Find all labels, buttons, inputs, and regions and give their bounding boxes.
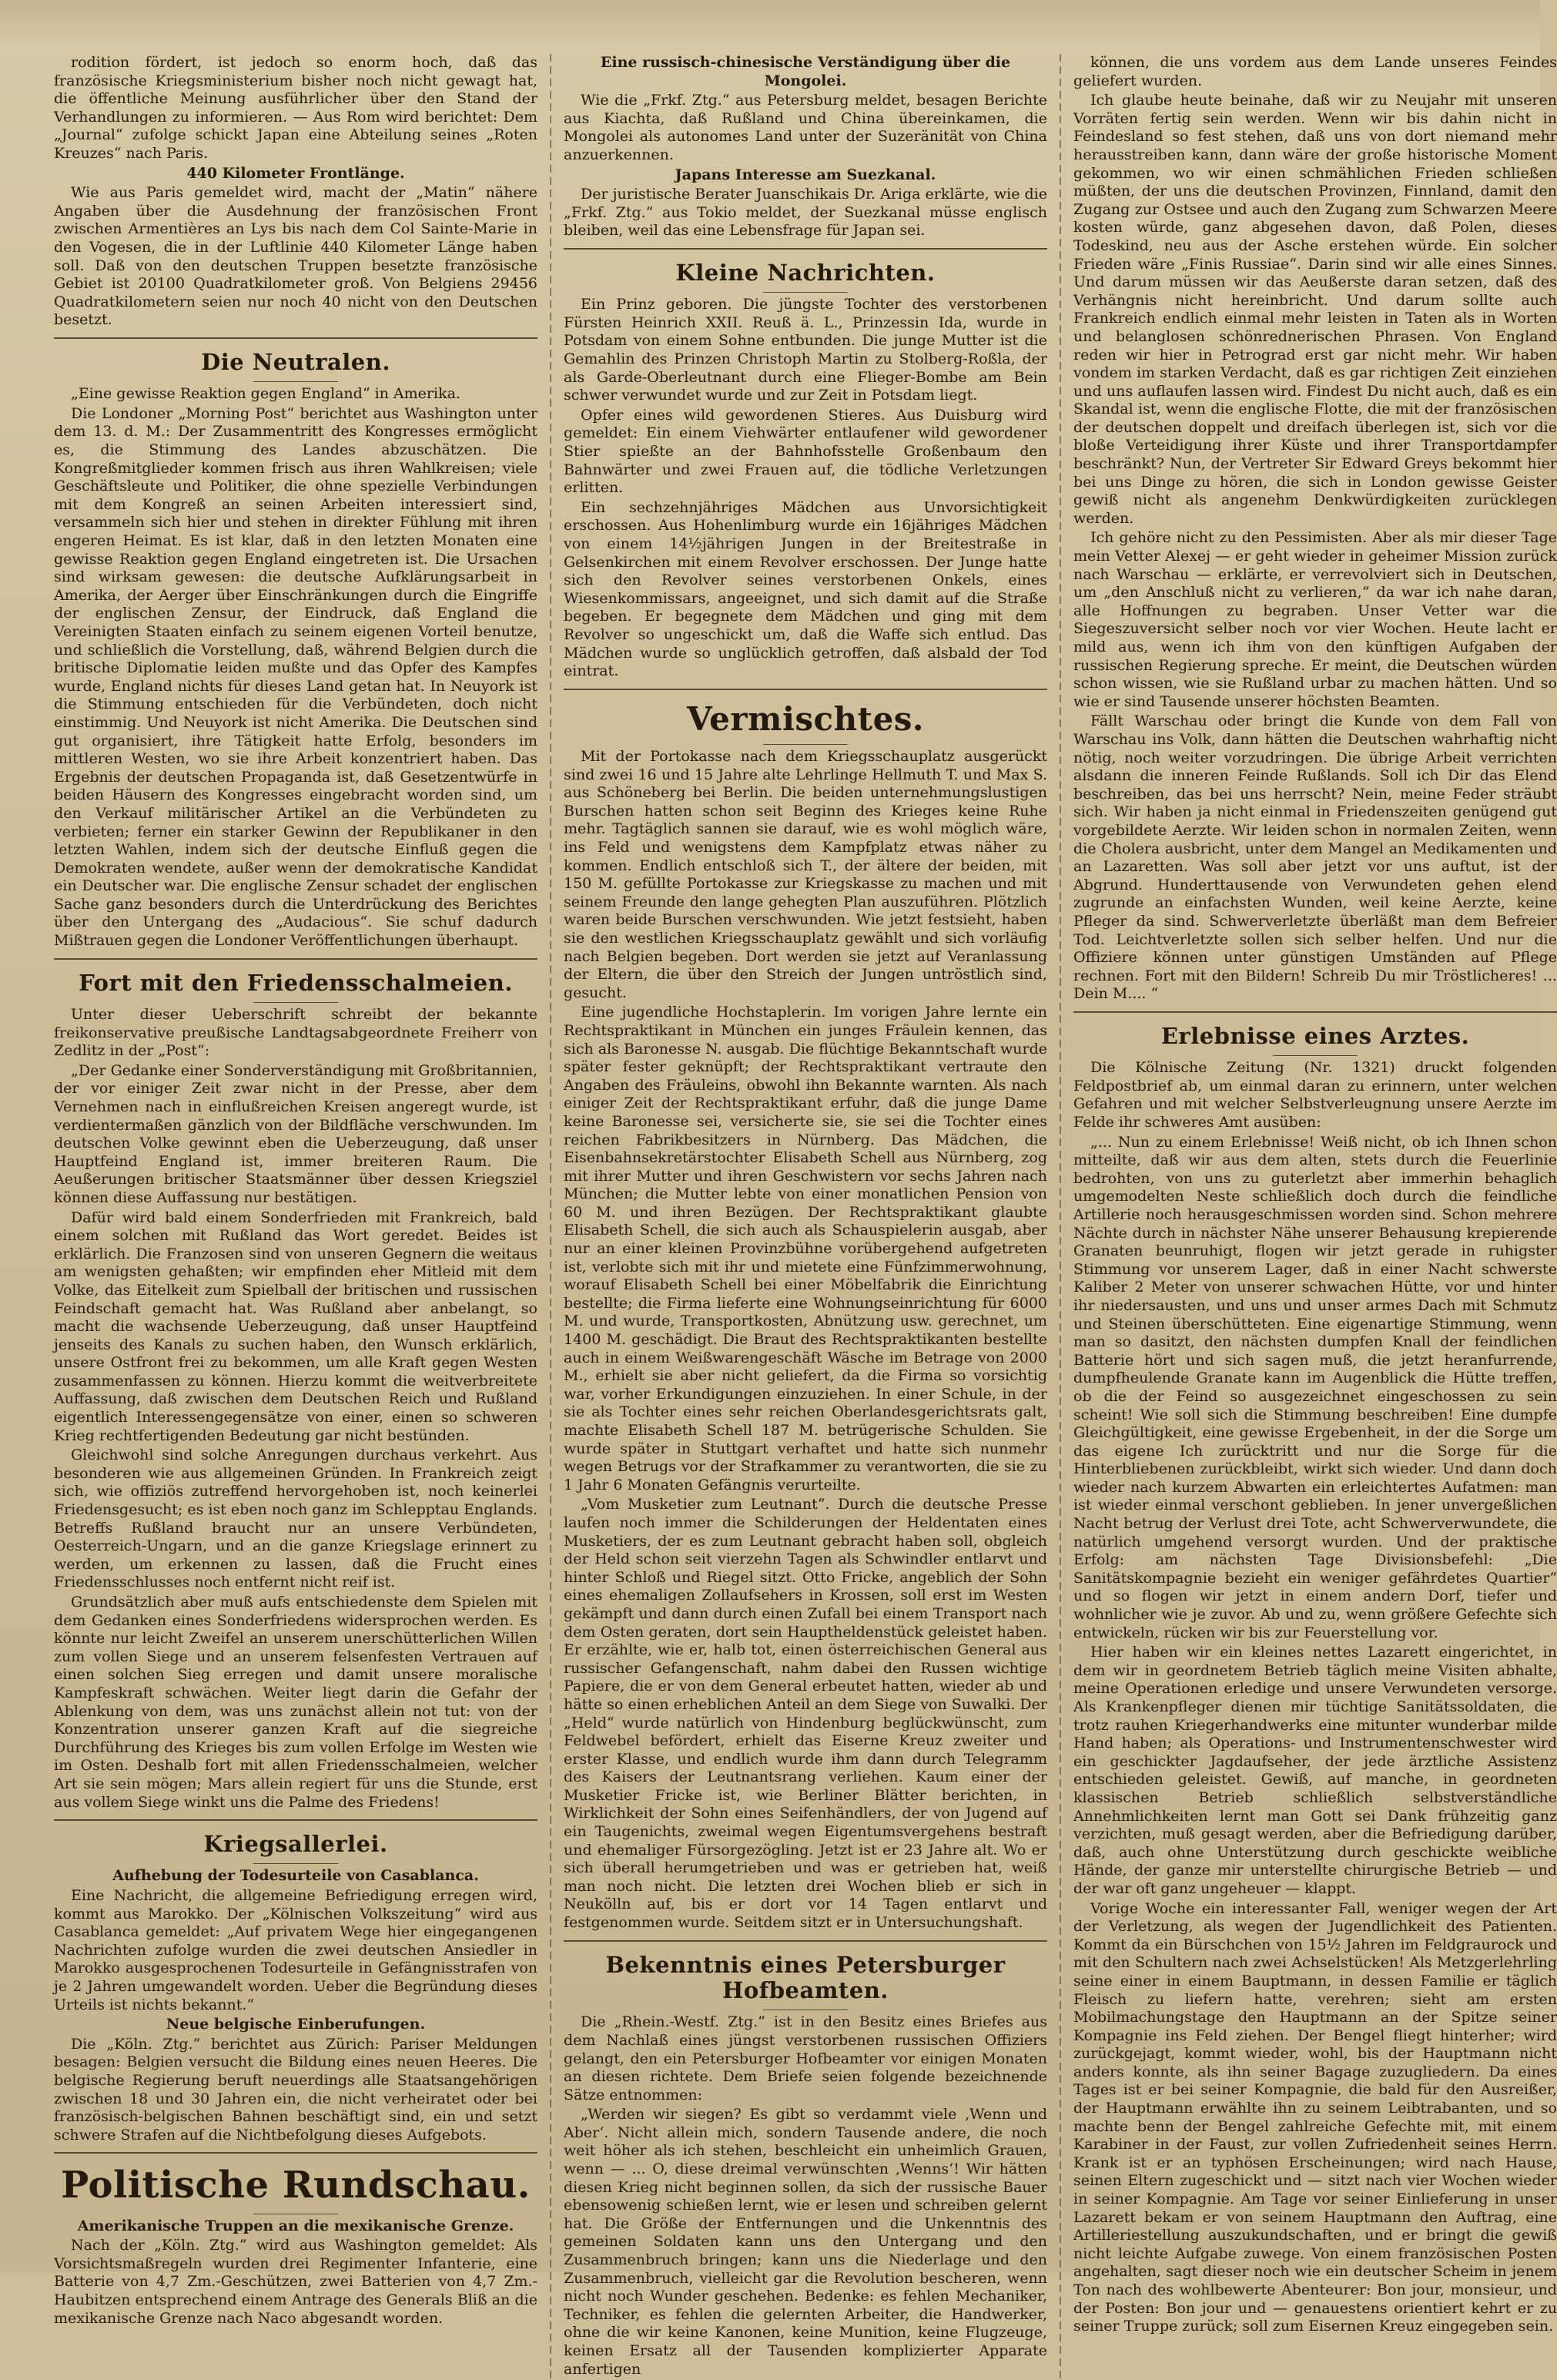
heading-underline: [253, 1002, 338, 1003]
subheading: Japans Interesse am Suezkanal.: [675, 166, 936, 183]
article-paragraph: Vorige Woche ein interessanter Fall, weniger wegen der Art der Verletzung, als wegen der Jugendlichkeit des Patienten. Kommt da ein Bürschchen von 15½ Jahren im Feldgraurock und mit den Schultern nach zwei Achselstücken! Als Metzgerlehrling seine einer in einem Bauptmann, in dessen Familie er täglich Fleisch zu liefern hatte, verehren; sieht am ersten Mobilmachungstage den Hauptmann an der Spitze seiner Kompagnie ins Feld ziehen. Der Bengel fliegt hinterher; wird zurückgejagt, kommt wieder, wohl, bis der Hauptmann nicht anders konnte, als ihn seiner Bagage zuzugliedern. Da eines Tages ist er bei seiner Kompagnie, die bald für den Ausreißer, der Hauptmann erwählte ihn zu seinem Leibtrabanten, und so machte benn der Bengel zahlreiche Gefechte mit, mit einem Karabiner in der Faust, zur vollen Zufriedenheit seines Herrn. Krank ist er an typhösen Erscheinungen; wird nach Hause, seinen Eltern zugeschickt und — sitzt nach vier Wochen wieder in seiner Kompagnie. Am Tage vor seiner Einlieferung in unser Lazarett bekam er von seinem Hauptmann den Auftrag, eine Artilleriestellung auszukundschaften, und er bringt die gewiß nicht leichte Aufgabe zuwege. Von einem französischen Posten angehalten, sagt dieser noch wie ein deutscher Scheim in jenem Ton nach des wohlbewerte Abenteurer: Bon jour, monsieur, und der Posten: Bon jour und — genauestens orientiert kehrt er zu seiner Truppe zurück; soll zum Eisernen Kreuz eingegeben sein.: [1073, 1899, 1557, 2335]
heading-underline: [253, 381, 338, 382]
section-rule: [54, 337, 537, 339]
heading-underline: [1273, 1055, 1358, 1056]
section-heading: Kleine Nachrichten.: [675, 259, 936, 286]
article-paragraph: Eine jugendliche Hochstaplerin. Im vorigen Jahre lernte ein Rechtspraktikant in München ein junges Fräulein kennen, das sich als Baronesse N. ausgab. Die flüchtige Bekanntschaft wurde später fester geknüpft; der Rechtspraktikant vertraute den Angaben des Fräuleins, obwohl ihn Bekannte warnten. Als nach einiger Zeit der Rechtspraktikant erfuhr, daß die junge Dame keine Baronesse sei, versicherte sie, sie sei die Tochter eines reichen Fabrikbesitzers in Nürnberg. Das Mädchen, die Eisenbahnsekretärstochter Elisabeth Schell aus Nürnberg, zog mit ihrer Mutter und ihren Geschwistern vor sechs Jahren nach München; die Mutter lebte von einer monatlichen Pension von 60 M. und ihren Bezügen. Der Rechtspraktikant glaubte Elisabeth Schell, die sich auch als Schauspielerin ausgab, aber nur an einer kleinen Provinzbühne vorübergehend aufgetreten ist, verlobte sich mit ihr und mietete eine Fünfzimmerwohnung, worauf Elisabeth Schell bei einer Möbelfabrik die Einrichtung bestellte; die Firma lieferte eine Wohnungseinrichtung für 6000 M. und wurde, Transportkosten, Abnützung usw. gerechnet, um 1400 M. geschädigt. Die Braut des Rechtspraktikanten bestellte auch in einem Weißwarengeschäft Wäsche im Betrage von 2000 M., erhielt sie aber nicht geliefert, da die Firma so vorsichtig war, vorher Erkundigungen einzuziehen. In einer Schule, in der sie als Tochter eines sehr reichen Oberlandesgerichtsrats galt, machte Elisabeth Schell 187 M. betrügerische Schulden. Sie wurde später in Stuttgart verhaftet und hatte sich nunmehr wegen Betrugs vor der Strafkammer zu verantworten, die sie zu 1 Jahr 6 Monaten Gefängnis verurteilte.: [564, 1004, 1047, 1493]
section-heading: Erlebnisse eines Arztes.: [1160, 1022, 1470, 1049]
subheading: Amerikanische Truppen an die mexikanische Grenze.: [77, 2217, 514, 2234]
section-rule: [564, 248, 1047, 250]
heading-underline: [763, 292, 848, 293]
article-paragraph: Dafür wird bald einem Sonderfrieden mit Frankreich, bald einem solchen mit Rußland das Wort geredet. Beides ist erklärlich. Die Franzosen sind von unseren Gegnern die weitaus am wenigsten gehaßten; wir empfinden eher Mitleid mit dem Volke, das Eitelkeit zum Spielball der britischen und russischen Feindschaft gemacht hat. Was Rußland aber anbelangt, so macht die wachsende Ueberzeugung, daß unser Hauptfeind jenseits des Kanals zu suchen haben, den Wunsch erklärlich, unsere Ostfront frei zu bekommen, um alle Kraft gegen Westen zusammenfassen zu können. Hierzu kommt die weitverbreitete Auffassung, daß zwischen dem Deutschen Reich und Rußland eigentlich Interessengegensätze von einer, einen so schweren Krieg rechtfertigenden Bedeutung gar nicht bestünden.: [54, 1208, 537, 1444]
article-paragraph: Die „Köln. Ztg.“ berichtet aus Zürich: Pariser Meldungen besagen: Belgien versucht die Bildung eines neuen Heeres. Die belgische Regierung beruft neuerdings alle Staatsangehörigen zwischen 18 und 30 Jahren ein, die nicht verheiratet oder bei französisch-belgischen Bahnen beschäftigt sind, ein und setzt schwere Strafen auf die Nichtbefolgung dieses Aufgebots.: [54, 2035, 537, 2144]
column-left: [54, 54, 537, 2380]
article-paragraph: Ein sechzehnjähriges Mädchen aus Unvorsichtigkeit erschossen. Aus Hohenlimburg wurde ein 16jähriges Mädchen von einem 14½jährigen Jungen in der Breitestraße in Gelsenkirchen mit einem Revolver erschossen. Der Junge hatte sich den Revolver seines verstorbenen Onkels, eines Wiesenkommissars, angeeignet, und sich damit auf die Straße begeben. Er begegnete dem Mädchen und ging mit dem Revolver so ungeschickt um, daß die Waffe sich entlud. Das Mädchen wurde so unglücklich getroffen, daß alsbald der Tod eintrat.: [564, 498, 1047, 680]
article-paragraph: Ein Prinz geboren. Die jüngste Tochter des verstorbenen Fürsten Heinrich XXII. Reuß ä. L., Prinzessin Ida, wurde in Potsdam von einem Sohne entbunden. Die junge Mutter ist die Gemahlin des Prinzen Christoph Martin zu Stolberg-Roßla, der als Garde-Oberleutnant durch eine Flieger-Bombe am Bein schwer verwundet wurde und zur Zeit in Potsdam liegt.: [564, 296, 1047, 404]
section-heading: Kriegsallerlei.: [203, 1831, 388, 1858]
article-paragraph: Die Kölnische Zeitung (Nr. 1321) druckt folgenden Feldpostbrief ab, um einmal daran zu erinnern, unter welchen Gefahren und mit welcher Selbstverleugnung unsere Aerzte im Felde ihr schweres Amt ausüben:: [1073, 1059, 1557, 1131]
column-divider: [550, 54, 551, 2380]
subheading: Neue belgische Einberufungen.: [166, 2016, 426, 2033]
article-paragraph: rodition fördert, ist jedoch so enorm hoch, daß das französische Kriegsministerium bisher noch nicht gewagt hat, die öffentliche Meinung ausführlicher über den Stand der Verhandlungen zu informieren. — Aus Rom wird berichtet: Dem „Journal“ zufolge schickt Japan eine Abteilung seines „Roten Kreuzes“ nach Paris.: [54, 54, 537, 162]
section-rule: [54, 1819, 537, 1821]
section-heading: Bekenntnis eines Petersburger Hofbeamten.: [605, 1951, 1006, 2003]
column-right: [1073, 54, 1557, 2380]
column-middle: [564, 54, 1047, 2380]
article-paragraph: Hier haben wir ein kleines nettes Lazarett eingerichtet, in dem wir in geordnetem Betrieb täglich meine Visiten abhalte, meine Operationen erledige und unsere Verwundeten versorge. Als Krankenpfleger dienen mir tüchtige Sanitätssoldaten, die trotz rauhen Kriegerhandwerks eine mitunter wunderbar milde Hand haben; als Operations- und Instrumentenschwester wird ein geschickter Jagdaufseher, der jede ärztliche Assistenz entschieden geleistet. Gewiß, auf manche, in geordneten klassischen Betrieb schließlich selbstverständliche Annehmlichkeiten lernt man Gott sei Dank frühzeitig ganz verzichten, muß gesagt werden, aber die Befriedigung darüber, daß, auch ohne Unterstützung durch geschickte weibliche Hände, der ganze mir unterstellte chirurgische Betrieb — und der war oft ganz ungeheuer — klappt.: [1073, 1644, 1557, 1897]
article-paragraph: „Vom Musketier zum Leutnant“. Durch die deutsche Presse laufen noch immer die Schilderungen der Heldentaten eines Musketiers, der es zum Leutnant gebracht haben soll, obgleich der Held schon seit vierzehn Tagen als Schwindler entlarvt und hinter Schloß und Riegel sitzt. Otto Fricke, angeblich der Sohn eines ehemaligen Zollaufsehers in Krossen, soll erst im Westen gekämpft und dann durch einen Zufall bei einem Transport nach dem Osten geraten, dort sein Hauptheldenstück geleistet haben. Er erzählte, wie er, halb tot, einen österreichischen General aus russischer Gefangenschaft, nahm dabei den Russen wichtige Papiere, die er von dem General erbeutet hatten, wieder ab und hätte so einen erheblichen Anteil an dem Siege von Suwalki. Der „Held“ wurde natürlich von Hindenburg beglückwünscht, zum Feldwebel befördert, erhielt das Eiserne Kreuz zweiter und erster Klasse, und endlich wurde ihm dann durch Telegramm des Kaisers der Leutnantsrang verliehen. Kaum einer der Musketier Fricke ist, wie Berliner Blätter berichten, in Wirklichkeit der Sohn eines Seifenhändlers, der von Jugend auf ein Taugenichts, zweimal wegen Eigentumsvergehens bestraft und ehemaliger Fürsorgezögling. Jetzt ist er 23 Jahre alt. Wo er sich überall herumgetrieben und was er getrieben hat, weiß man noch nicht. Die letzten drei Wochen blieb er sich in Neukölln auf, bis er dort vor 14 Tagen entlarvt und festgenommen wurde. Seitdem sitzt er in Untersuchungshaft.: [564, 1496, 1047, 1932]
heading-underline: [763, 744, 848, 745]
article-paragraph: Wie aus Paris gemeldet wird, macht der „Matin“ nähere Angaben über die Ausdehnung der französischen Front zwischen Armentières an Lys bis nach dem Col Sainte-Marie in den Vogesen, die in der Luftlinie 440 Kilometer Länge haben soll. Daß von den deutschen Truppen besetzte französische Gebiet ist 20100 Quadratkilometer groß. Von Belgiens 29456 Quadratkilometern seien nur noch 40 nicht von den Deutschen besetzt.: [54, 184, 537, 329]
section-rule: [564, 1940, 1047, 1942]
article-paragraph: „Werden wir siegen? Es gibt so verdammt viele ‚Wenn und Aber‘. Nicht allein mich, sondern Tausende andere, die noch weit höher als ich stehen, beschleicht ein unheimlich Grauen, wenn — ... O, diese dreimal verwünschten ‚Wenns‘! Wir hätten diesen Krieg nicht beginnen sollen, da sich der russische Bauer ebensowenig schießen lernt, wie er lesen und schreiben gelernt hat. Die Größe der Entfernungen und die Unkenntnis des gemeinen Soldaten kann uns den Untergang und den Zusammenbruch bringen; kann uns die Niederlage und den Zusammenbruch, vielleicht gar die Revolution bescheren, wenn nicht noch Wunder geschehen. Bedenke: es fehlen Mechaniker, Techniker, es fehlen die gelernten Arbeiter, die Handwerker, ohne die wir keine Kanonen, keine Munition, keine Flugzeuge, keinen Ersatz all der Tausenden komplizierter Apparate anfertigen: [564, 2106, 1047, 2378]
article-paragraph: Eine Nachricht, die allgemeine Befriedigung erregen wird, kommt aus Marokko. Der „Kölnischen Volkszeitung“ wird aus Casablanca gemeldet: „Auf privatem Wege hier eingegangenen Nachrichten zufolge wurden die zwei deutschen Ansiedler in Marokko ausgesprochenen Todesurteile in Gefängnisstrafen von je 2 Jahren umgewandelt worden. Ueber die Begründung dieses Urteils ist nichts bekannt.“: [54, 1887, 537, 2013]
subheading: Eine russisch-chinesische Verständigung über die Mongolei.: [600, 54, 1011, 89]
heading-underline: [253, 1863, 338, 1864]
article-paragraph: Die Londoner „Morning Post“ berichtet aus Washington unter dem 13. d. M.: Der Zusammentritt des Kongresses ermöglicht es, die Stimmung des Landes abzuschätzen. Die Kongreßmitglieder kommen frisch aus ihren Wahlkreisen; viele Geschäftsleute und Politiker, die ohne spezielle Verbindungen mit dem Kongreß an seinen Arbeiten interessiert sind, versammeln sich hier und stehen in direkter Fühlung mit ihren engeren Heimat. Es ist klar, daß in den letzten Monaten eine gewisse Reaktion gegen England eingetreten ist. Die Ursachen sind wirksam gewesen: die deutsche Aufklärungsarbeit in Amerika, der Aerger über Einschränkungen durch die Eingriffe der englischen Zensur, der Eindruck, daß England die Vereinigten Staaten einfach zu seinem eigenen Vorteil benutze, und schließlich die Vorstellung, daß, während Belgien durch die britische Diplomatie leiden mußte und das Opfer des Kampfes wurde, England nichts für dieses Land getan hat. In Neuyork ist die Stimmung entschieden für die Verbündeten, doch nicht einstimmig. Und Neuyork ist nicht Amerika. Die Deutschen sind gut organisiert, ihre Tätigkeit hatte Erfolg, besonders im mittleren Westen, wo sie ihre Arbeit konzentriert haben. Das Ergebnis der deutschen Propaganda ist, daß Gesetzentwürfe in beiden Häusern des Kongresses eingebracht worden sind, um den Verkauf militärischer Artikel an die Verbündeten zu verbieten; ferner ein starker Gewinn der Republikaner in den letzten Wahlen, indem sich der deutsche Einfluß gegen die Demokraten wendete, außer wenn der demokratische Kandidat ein Deutscher war. Die englische Zensur schadet der englischen Sache ganz besonders durch die Unterdrückung des Berichtes über den Untergang des „Audacious“. Sie schuf dadurch Mißtrauen gegen die Londoner Veröffentlichungen überhaupt.: [54, 404, 537, 950]
article-paragraph: Opfer eines wild gewordenen Stieres. Aus Duisburg wird gemeldet: Ein einem Viehwärter entlaufener wild gewordener Stier spießte an der Bahnhofsstelle Großenbaum den Bahnwärter und zwei Frauen auf, die tödliche Verletzungen erlitten.: [564, 406, 1047, 497]
section-rule: [54, 958, 537, 960]
section-rule: [1073, 1011, 1557, 1013]
column-divider: [1060, 54, 1061, 2380]
article-paragraph: können, die uns vordem aus dem Lande unseres Feindes geliefert wurden.: [1073, 54, 1557, 89]
subheading: 440 Kilometer Frontlänge.: [186, 164, 405, 182]
article-paragraph: Die „Rhein.-Westf. Ztg.“ ist in den Besitz eines Briefes aus dem Nachlaß eines jüngst verstorbenen russischen Offiziers gelangt, den ein Petersburger Hofbeamter vor einigen Monaten an diesen richtete. Dem Briefe seien folgende bezeichnende Sätze entnommen:: [564, 2013, 1047, 2103]
section-heading: Vermischtes.: [686, 699, 925, 738]
article-paragraph: Fällt Warschau oder bringt die Kunde von dem Fall von Warschau ins Volk, dann hätten die Deutschen wahrhaftig nicht nötig, noch weiter vorzudringen. Die übrige Arbeit verrichten alsdann die inneren Feinde Rußlands. Soll ich Dir das Elend beschreiben, das bei uns herrscht? Nein, meine Feder sträubt sich. Wir haben ja nicht einmal in Friedenszeiten genügend gut vorgebildete Aerzte. Wir leiden schon in normalen Zeiten, wenn die Cholera ausbricht, unter dem Mangel an Medikamenten und an Lazaretten. Was soll aber jetzt vor uns auftut, ist der Abgrund. Hunderttausende von Verwundeten gehen elend zugrunde an einfachsten Wunden, weil keine Aerzte, keine Pfleger da sind. Schwerverletzte überläßt man dem Befreier Tod. Leichtverletzte sollen sich selber helfen. Und nur die Offiziere können unter günstigen Umständen auf Pflege rechnen. Fort mit den Bildern! Schreib Du mir Tröstlicheres! ... Dein M.... “: [1073, 712, 1557, 1003]
section-heading: Die Neutralen.: [201, 348, 390, 375]
article-paragraph: Gleichwohl sind solche Anregungen durchaus verkehrt. Aus besonderen wie aus allgemeinen Gründen. In Frankreich zeigt sich, wie offiziös zutreffend hervorgehoben ist, noch keinerlei Friedensgesucht; es ist eben noch ganz im Schlepptau Englands. Betreffs Rußland braucht nur an unsere Verbündeten, Oesterreich-Ungarn, und an die ganze Kriegslage erinnert zu werden, um erkennen zu lassen, daß die Frucht eines Friedensschlusses noch entfernt nicht reif ist.: [54, 1446, 537, 1591]
section-rule: [564, 689, 1047, 690]
section-heading: Politische Rundschau.: [61, 2164, 531, 2207]
article-paragraph: „Der Gedanke einer Sonderverständigung mit Großbritannien, der vor einiger Zeit zwar nicht in der Presse, aber dem Vernehmen nach in einflußreichen Kreisen angeregt wurde, ist verdientermaßen gänzlich von der Bildfläche verschwunden. Im deutschen Volke gewinnt eben die Ueberzeugung, daß unser Hauptfeind England ist, immer breiteren Raum. Die Aeußerungen britischer Staatsmänner über dessen Kriegsziel können diese Auffassung nur bestätigen.: [54, 1061, 537, 1206]
subheading: Aufhebung der Todesurteile von Casablanca.: [112, 1867, 479, 1885]
article-paragraph: Mit der Portokasse nach dem Kriegsschauplatz ausgerückt sind zwei 16 und 15 Jahre alte Lehrlinge Hellmuth T. und Max S. aus Schöneberg bei Berlin. Die beiden unternehmungslustigen Burschen hatten schon seit Beginn des Krieges keine Ruhe mehr. Tagtäglich sannen sie darauf, wie es wohl möglich wäre, ins Feld und wenigstens dem Kampfplatz etwas näher zu kommen. Endlich entschloß sich T., der ältere der beiden, mit 150 M. gefüllte Portokasse zur Kriegskasse zu machen und mit seinem Freunde den lange gehegten Plan auszuführen. Plötzlich waren beide Burschen verschwunden. Wie jetzt festsieht, haben sie den westlichen Kriegsschauplatz gewählt und sich vorläufig nach Belgien begeben. Dort werden sie jetzt auf Veranlassung der Eltern, die über den Streich der Jungen untröstlich sind, gesucht.: [564, 748, 1047, 1001]
article-paragraph: Ich gehöre nicht zu den Pessimisten. Aber als mir dieser Tage mein Vetter Alexej — er geht wieder in geheimer Mission zurück nach Warschau — erklärte, er verrevolviert sich in Deutschen, um „den Anschluß nicht zu verlieren,“ da war ich nahe daran, alle Hoffnungen zu begraben. Unser Vetter war die Siegeszuversicht selber noch vor vier Wochen. Heute lacht er mild aus, wenn ich ihm von den künftigen Aufgaben der russischen Regierung spreche. Er meint, die Deutschen würden schon wissen, wie sie Rußland urbar zu machen hätten. Und so wie er sind Tausende unserer höchsten Beamten.: [1073, 529, 1557, 710]
article-paragraph: Nach der „Köln. Ztg.“ wird aus Washington gemeldet: Als Vorsichtsmaßregeln wurden drei Regimenter Infanterie, eine Batterie von 4,7 Zm.-Geschützen, zwei Batterien von 4,7 Zm.-Haubitzen entsprechend einem Antrage des Generals Bliß an die mexikanische Grenze nach Naco abgesandt worden.: [54, 2237, 537, 2327]
article-paragraph: Der juristische Berater Juanschikais Dr. Ariga erklärte, wie die „Frkf. Ztg.“ aus Tokio meldet, der Suezkanal müsse englisch bleiben, weil das eine Lebensfrage für Japan sei.: [564, 186, 1047, 240]
article-paragraph: Wie die „Frkf. Ztg.“ aus Petersburg meldet, besagen Berichte aus Kiachta, daß Rußland und China übereinkamen, die Mongolei als autonomes Land unter der Suzeränität von China anzuerkennen.: [564, 92, 1047, 163]
article-paragraph: Ich glaube heute beinahe, daß wir zu Neujahr mit unseren Vorräten fertig sein werden. Wenn wir bis dahin nicht in Feindesland so fest stehen, daß uns von dort niemand mehr herausstreiben kann, dann wäre der große historische Moment gekommen, wo wir einen schmählichen Frieden schließen müßten, der uns die deutschen Provinzen, Finnland, damit den Zugang zur Ostsee und auch den Zugang zum Schwarzen Meere kosten würde, ganz abgesehen davon, daß Polen, dieses Todeskind, neu aus der Asche erstehen würde. Ein solcher Frieden wäre „Finis Russiae“. Darin sind wir alle eines Sinnes. Und darum müssen wir das Aeußerste daran setzen, daß des Verhängnis nicht hereinbricht. Und darum sollte auch Frankreich endlich einmal mehr leisten in Taten als in Worten und belanglosen schönrednerischen Phrasen. Von England reden wir hier in Petrograd erst gar nicht mehr. Wir haben vondem im starken Verdacht, daß es gar richtigen Zeit einziehen und uns auflaufen lassen wird. Findest Du nicht auch, daß es ein Skandal ist, wenn die englische Flotte, die mit der französischen der deutschen doppelt und dreifach überlegen ist, sich vor die bloße Verteidigung ihrer Küste und ihrer Transportdampfer beschränkt? Nun, der Vertreter Sir Edward Greys bekommt hier bei uns Dinge zu hören, die sich in London gewisse Geister gewiß nicht als angenehm Denkwürdigkeiten zurücklegen werden.: [1073, 92, 1557, 527]
section-rule: [54, 2152, 537, 2154]
article-paragraph: „Eine gewisse Reaktion gegen England“ in Amerika.: [71, 385, 460, 403]
article-paragraph: Unter dieser Ueberschrift schreibt der bekannte freikonservative preußische Landtagsabgeordnete Freiherr von Zedlitz in der „Post“:: [54, 1006, 537, 1060]
column-layout: [54, 54, 1557, 2378]
article-paragraph: Grundsätzlich aber muß aufs entschiedenste dem Spielen mit dem Gedanken eines Sonderfriedens widersprochen werden. Es könnte nur leicht Zweifel an unserem unerschütterlichen Willen zum vollen Siege und an unserem felsenfesten Vertrauen auf einen solchen Sieg erregen und damit unsere moralische Kampfeskraft schwächen. Weiter liegt darin die Gefahr der Ablenkung von dem, was uns zunächst allein not tut: von der Konzentration unserer ganzen Kraft auf die siegreiche Durchführung des Krieges bis zum vollen Erfolge im Westen wie im Osten. Deshalb fort mit allen Friedensschalmeien, welcher Art sie sein mögen; Mars allein regiert für uns die Stunde, erst aus vollem Siege winkt uns die Palme des Friedens!: [54, 1594, 537, 1811]
section-heading: Fort mit den Friedensschalmeien.: [79, 969, 513, 996]
article-paragraph: „... Nun zu einem Erlebnisse! Weiß nicht, ob ich Ihnen schon mitteilte, daß wir aus dem alten, stets durch die Feuerlinie bedrohten, von uns zu guterletzt aber immerhin behaglich umgemodelten Neste schließlich doch durch die feindliche Artillerie noch herausgeschmissen worden sind. Schon mehrere Nächte durch in nächster Nähe unserer Behausung krepierende Granaten beunruhigt, flogen wir jetzt gerade in ruhigster Stimmung vor unserem Lager, daß in einer Nacht schwerste Kaliber 2 Meter von unserer schwachen Hütte, vor und hinter ihr niedersausten, und uns und unser armes Dach mit Schmutz und Steinen überschütteten. Eine eigenartige Stimmung, wenn man so dasitzt, den nächsten dumpfen Knall der feindlichen Batterie hört und sich sagen muß, die jetzt heranfurrende, dumpfheulende Granate kann im Augenblick die Hütte treffen, ob die der Feind so ausgezeichnet eingeschossen zu sein scheint! Wie soll sich die Stimmung beschreiben! Eine dumpfe Gleichgültigkeit, eine gewisse Ergebenheit, in der die Sorge um das eigene Ich zurücktritt und nur die Sorge für die Hinterbliebenen zurückbleibt, wirkt sich wieder. Und dann doch wieder nach kurzem Abwarten ein erleichtertes Aufatmen: man ist wieder einmal verschont geblieben. In jener unvergeßlichen Nacht betrug der Verlust drei Tote, acht Schwerverwundete, die natürlich umgehend versorgt wurden. Und der praktische Erfolg: am nächsten Tage Divisionsbefehl: „Die Sanitätskompagnie bezieht ein weniger gefährdetes Quartier“ und so flogen wir jetzt in einem andern Dorf, tiefer und wohnlicher wie je zuvor. Ab und zu, wenn größere Gefechte sich entwickeln, rücken wir bis zur Feuerstellung vor.: [1073, 1133, 1557, 1641]
